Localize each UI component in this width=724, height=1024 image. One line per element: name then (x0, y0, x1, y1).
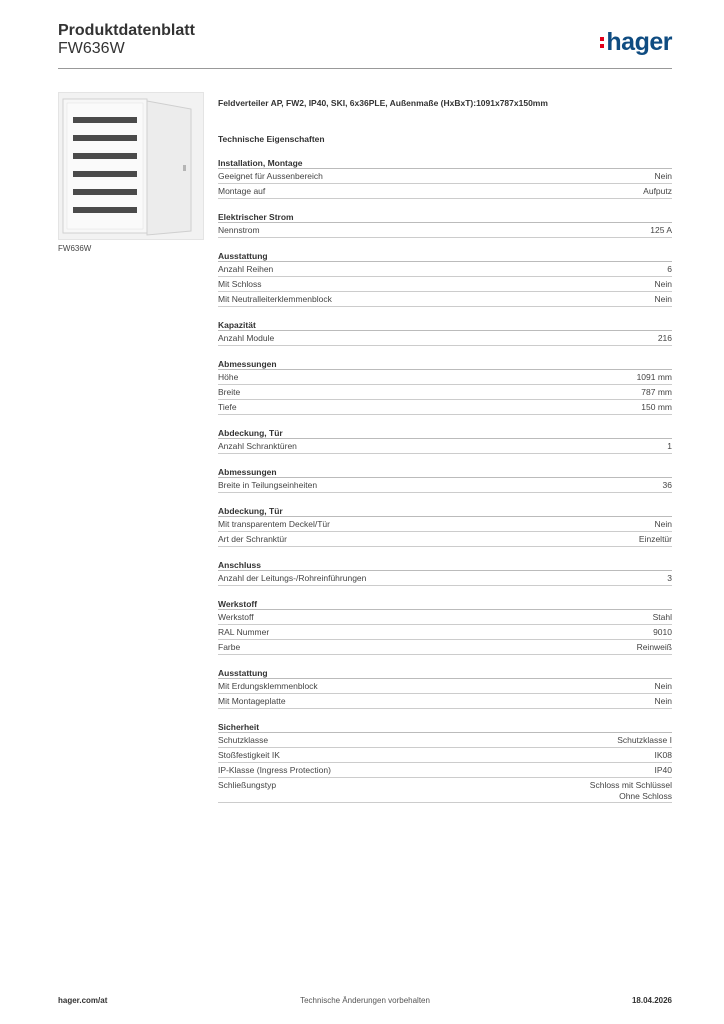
spec-label: Mit Neutralleiterklemmenblock (218, 294, 332, 304)
spec-value: IP40 (654, 765, 672, 775)
tech-heading: Technische Eigenschaften (218, 134, 325, 144)
spec-section (218, 667, 672, 709)
product-image (58, 92, 204, 240)
spec-row (218, 169, 672, 184)
section-title: Abmessungen (218, 358, 672, 370)
spec-value: Aufputz (643, 186, 672, 196)
cabinet-slot (73, 117, 137, 123)
spec-row (218, 625, 672, 640)
document-title: Produktdatenblatt (58, 22, 195, 39)
logo-text: hager (606, 28, 672, 56)
spec-section (218, 466, 672, 493)
spec-section (218, 505, 672, 547)
section-title: Ausstattung (218, 667, 672, 679)
spec-section (218, 250, 672, 307)
spec-row (218, 478, 672, 493)
footer-disclaimer: Technische Änderungen vorbehalten (300, 996, 430, 1005)
spec-value: Einzeltür (638, 534, 672, 544)
spec-value: Reinweiß (636, 642, 672, 652)
spec-label: Tiefe (218, 402, 237, 412)
spec-row (218, 778, 672, 803)
spec-row (218, 370, 672, 385)
spec-value: 3 (667, 573, 672, 583)
spec-value: Schutzklasse I (617, 735, 672, 745)
spec-label: Stoßfestigkeit IK (218, 750, 280, 760)
cabinet-slot (73, 189, 137, 195)
spec-value: 1091 mm (636, 372, 672, 382)
spec-value: Nein (654, 519, 672, 529)
spec-row (218, 571, 672, 586)
section-title: Anschluss (218, 559, 672, 571)
header-divider (58, 68, 672, 69)
section-title: Abdeckung, Tür (218, 427, 672, 439)
product-description: Feldverteiler AP, FW2, IP40, SKI, 6x36PLE, Außenmaße (HxBxT):1091x787x150mm (218, 98, 548, 108)
spec-row (218, 733, 672, 748)
spec-label: Anzahl Schranktüren (218, 441, 297, 451)
spec-label: Mit transparentem Deckel/Tür (218, 519, 330, 529)
spec-section (218, 319, 672, 346)
section-title: Ausstattung (218, 250, 672, 262)
spec-value-line: Ohne Schloss (619, 791, 672, 801)
spec-value: 125 A (650, 225, 672, 235)
spec-row (218, 223, 672, 238)
spec-content (218, 97, 672, 803)
spec-label: Montage auf (218, 186, 266, 196)
section-title: Abdeckung, Tür (218, 505, 672, 517)
spec-label: Art der Schranktür (218, 534, 287, 544)
section-title: Werkstoff (218, 598, 672, 610)
spec-section (218, 358, 672, 415)
spec-value: Nein (654, 294, 672, 304)
product-code: FW636W (58, 40, 125, 57)
section-title: Kapazität (218, 319, 672, 331)
spec-value: 787 mm (641, 387, 672, 397)
spec-value (590, 780, 672, 802)
spec-row (218, 763, 672, 778)
spec-label: RAL Nummer (218, 627, 270, 637)
cabinet-slot (73, 135, 137, 141)
spec-label: Geeignet für Aussenbereich (218, 171, 323, 181)
spec-label: Mit Erdungsklemmenblock (218, 681, 318, 691)
spec-label: Anzahl der Leitungs-/Rohreinführungen (218, 573, 367, 583)
page-header (58, 20, 672, 68)
spec-row (218, 184, 672, 199)
spec-value: IK08 (654, 750, 672, 760)
spec-section (218, 157, 672, 199)
spec-value: 150 mm (641, 402, 672, 412)
cabinet-slot (73, 153, 137, 159)
spec-row (218, 517, 672, 532)
spec-row (218, 694, 672, 709)
spec-sections (218, 157, 672, 803)
spec-section (218, 427, 672, 454)
spec-label: Anzahl Reihen (218, 264, 274, 274)
hager-logo (600, 28, 672, 57)
spec-row (218, 400, 672, 415)
cabinet-slot (73, 171, 137, 177)
spec-label: Anzahl Module (218, 333, 275, 343)
footer-date: 18.04.2026 (631, 996, 672, 1005)
spec-row (218, 679, 672, 694)
spec-row (218, 277, 672, 292)
spec-value-line: Schloss mit Schlüssel (589, 780, 672, 790)
spec-row (218, 532, 672, 547)
spec-value: Stahl (652, 612, 672, 622)
spec-value: 36 (662, 480, 672, 490)
section-title: Sicherheit (218, 721, 672, 733)
spec-label: Mit Montageplatte (218, 696, 286, 706)
spec-section (218, 598, 672, 655)
spec-label: Höhe (218, 372, 239, 382)
spec-label: Schutzklasse (218, 735, 269, 745)
spec-row (218, 439, 672, 454)
spec-value: 6 (667, 264, 672, 274)
spec-row (218, 748, 672, 763)
spec-label: Nennstrom (218, 225, 260, 235)
cabinet-slot (73, 207, 137, 213)
spec-value: 9010 (653, 627, 672, 637)
distribution-cabinet-icon (59, 93, 205, 241)
spec-value: 1 (667, 441, 672, 451)
spec-row (218, 262, 672, 277)
logo-dots-icon (600, 37, 604, 48)
spec-section (218, 721, 672, 803)
spec-label: IP-Klasse (Ingress Protection) (218, 765, 331, 775)
spec-row (218, 640, 672, 655)
spec-row (218, 331, 672, 346)
spec-section (218, 211, 672, 238)
spec-row (218, 385, 672, 400)
spec-row (218, 610, 672, 625)
spec-value: 216 (657, 333, 672, 343)
spec-value: Nein (654, 696, 672, 706)
spec-row (218, 292, 672, 307)
image-caption: FW636W (58, 244, 92, 253)
spec-value: Nein (654, 681, 672, 691)
spec-label: Breite (218, 387, 241, 397)
section-title: Abmessungen (218, 466, 672, 478)
spec-value: Nein (654, 279, 672, 289)
section-title: Elektrischer Strom (218, 211, 672, 223)
section-title: Installation, Montage (218, 157, 672, 169)
spec-label: Schließungstyp (218, 780, 277, 790)
spec-label: Breite in Teilungseinheiten (218, 480, 318, 490)
spec-value: Nein (654, 171, 672, 181)
spec-label: Farbe (218, 642, 241, 652)
footer-website: hager.com/at (58, 996, 108, 1005)
page-footer (58, 996, 672, 1010)
spec-label: Werkstoff (218, 612, 254, 622)
spec-section (218, 559, 672, 586)
spec-label: Mit Schloss (218, 279, 262, 289)
